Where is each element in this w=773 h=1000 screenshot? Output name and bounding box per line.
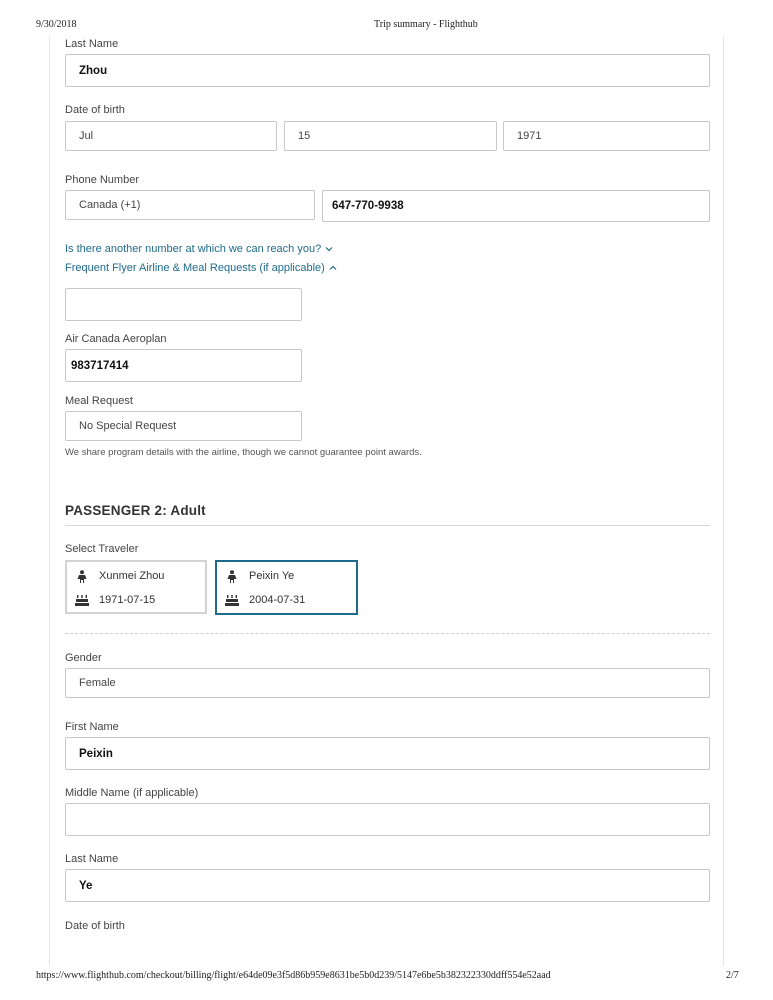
print-title: Trip summary - Flighthub: [374, 19, 478, 30]
chevron-down-icon: [325, 246, 333, 252]
middle-name-label: Middle Name (if applicable): [65, 787, 199, 799]
middle-name-input[interactable]: [65, 803, 710, 836]
birthday-cake-icon: [75, 593, 89, 607]
phone-country-select[interactable]: Canada (+1): [65, 190, 315, 220]
left-border: [49, 36, 50, 966]
last-name-label-2: Last Name: [65, 853, 119, 865]
gender-label: Gender: [65, 652, 102, 664]
first-name-label: First Name: [65, 721, 119, 733]
traveler-dob: 1971-07-15: [99, 594, 156, 606]
traveler-dob: 2004-07-31: [249, 594, 306, 606]
chevron-up-icon: [329, 265, 337, 271]
frequent-flyer-link[interactable]: [65, 262, 337, 274]
person-icon: [225, 569, 239, 583]
program-note: We share program details with the airline, though we cannot guarantee point awards.: [65, 447, 422, 458]
section-divider: [65, 525, 710, 526]
dashed-divider: [65, 633, 710, 634]
dob-year-select[interactable]: 1971: [503, 121, 710, 151]
select-traveler-label: Select Traveler: [65, 543, 139, 555]
other-number-link-label: Is there another number at which we can reach you?: [65, 243, 322, 255]
first-name-input[interactable]: Peixin: [65, 737, 710, 770]
passenger-2-heading: PASSENGER 2: Adult: [65, 503, 206, 518]
aeroplan-input[interactable]: 983717414: [65, 349, 302, 382]
dob-month-select[interactable]: Jul: [65, 121, 277, 151]
gender-select[interactable]: Female: [65, 668, 710, 698]
person-icon: [75, 569, 89, 583]
dob-label-2: Date of birth: [65, 920, 125, 932]
airline-select[interactable]: [65, 288, 302, 321]
dob-day-select[interactable]: 15: [284, 121, 497, 151]
traveler-card-selected[interactable]: [215, 560, 358, 615]
right-border: [723, 36, 724, 966]
last-name-label: Last Name: [65, 38, 119, 50]
print-page-number: 2/7: [726, 970, 739, 981]
print-url: https://www.flighthub.com/checkout/billing/flight/e64de09e3f5d86b959e8631be5b0d239/5147e6be5b382322330ddff554e52aad: [36, 970, 551, 981]
phone-label: Phone Number: [65, 174, 139, 186]
aeroplan-label: Air Canada Aeroplan: [65, 333, 167, 345]
meal-select[interactable]: No Special Request: [65, 411, 302, 441]
frequent-flyer-link-label: Frequent Flyer Airline & Meal Requests (if applicable): [65, 262, 325, 274]
birthday-cake-icon: [225, 593, 239, 607]
traveler-card[interactable]: [65, 560, 207, 614]
traveler-name: Xunmei Zhou: [99, 570, 165, 582]
meal-label: Meal Request: [65, 395, 133, 407]
last-name-input-2[interactable]: Ye: [65, 869, 710, 902]
traveler-name: Peixin Ye: [249, 570, 295, 582]
phone-input[interactable]: 647-770-9938: [322, 190, 710, 222]
dob-label: Date of birth: [65, 104, 125, 116]
other-number-link[interactable]: [65, 243, 333, 255]
print-date: 9/30/2018: [36, 19, 77, 30]
last-name-input[interactable]: Zhou: [65, 54, 710, 87]
